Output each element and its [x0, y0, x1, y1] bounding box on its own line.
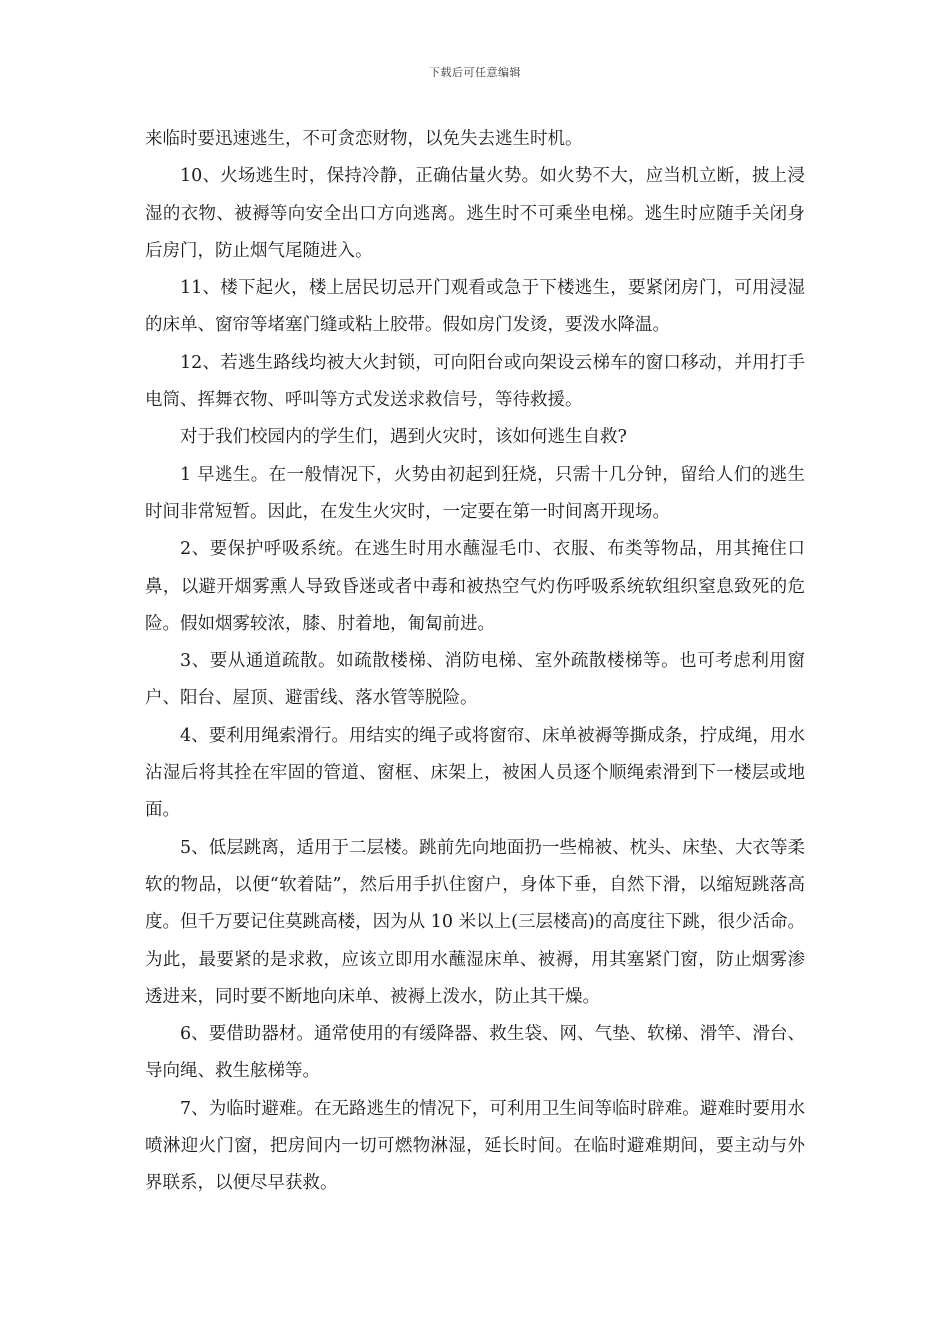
paragraph-tip-4: 4、要利用绳索滑行。用结实的绳子或将窗帘、床单被褥等撕成条，拧成绳，用水沾湿后将其拴在牢固的管道、窗框、床架上，被困人员逐个顺绳索滑到下一楼层或地面。	[145, 725, 805, 821]
paragraph-tip-5: 5、低层跳离，适用于二层楼。跳前先向地面扔一些棉被、枕头、床垫、大衣等柔软的物品，以便“软着陆”，然后用手扒住窗户，身体下垂，自然下滑，以缩短跳落高度。但千万要记住莫跳高楼，因为从 10 米以上(三层楼高)的高度往下跳，很少活命。为此，最要紧的是求救，应该立即用水蘸湿床单、被褥，用其塞紧门窗，防止烟雾渗透进来，同时要不断地向床单、被褥上泼水，防止其干燥。	[145, 837, 805, 1007]
paragraph-item-12: 12、若逃生路线均被大火封锁，可向阳台或向架设云梯车的窗口移动，并用打手电筒、挥舞衣物、呼叫等方式发送求救信号，等待救援。	[145, 352, 805, 411]
page-header: 下载后可任意编辑	[429, 66, 521, 79]
paragraph-tip-3: 3、要从通道疏散。如疏散楼梯、消防电梯、室外疏散楼梯等。也可考虑利用窗户、阳台、屋顶、避雷线、落水管等脱险。	[145, 651, 805, 709]
paragraph-continuation: 来临时要迅速逃生，不可贪恋财物，以免失去逃生时机。	[145, 129, 583, 149]
paragraph-tip-7: 7、为临时避难。在无路逃生的情况下，可利用卫生间等临时辟难。避难时要用水喷淋迎火门窗，把房间内一切可燃物淋湿，延长时间。在临时避难期间，要主动与外界联系，以便尽早获救。	[145, 1098, 805, 1194]
document-body	[145, 121, 805, 1203]
paragraph-item-10: 10、火场逃生时，保持冷静，正确估量火势。如火势不大，应当机立断，披上浸湿的衣物、被褥等向安全出口方向逃离。逃生时不可乘坐电梯。逃生时应随手关闭身后房门，防止烟气尾随进入。	[145, 166, 805, 261]
paragraph-tip-6: 6、要借助器材。通常使用的有缓降器、救生袋、网、气垫、软梯、滑竿、滑台、导向绳、救生舷梯等。	[145, 1024, 805, 1082]
paragraph-item-11: 11、楼下起火，楼上居民切忌开门观看或急于下楼逃生，要紧闭房门，可用浸湿的床单、窗帘等堵塞门缝或粘上胶带。假如房门发烫，要泼水降温。	[145, 278, 805, 336]
paragraph-question: 对于我们校园内的学生们，遇到火灾时，该如何逃生自救?	[180, 427, 627, 448]
paragraph-tip-2: 2、要保护呼吸系统。在逃生时用水蘸湿毛巾、衣服、布类等物品，用其掩住口鼻，以避开烟雾熏人导致昏迷或者中毒和被热空气灼伤呼吸系统软组织窒息致死的危险。假如烟雾较浓，膝、肘着地，匍匐前进。	[145, 539, 805, 634]
paragraph-tip-1: 1 早逃生。在一般情况下，火势由初起到狂烧，只需十几分钟，留给人们的逃生时间非常短暂。因此，在发生火灾时，一定要在第一时间离开现场。	[145, 464, 805, 522]
